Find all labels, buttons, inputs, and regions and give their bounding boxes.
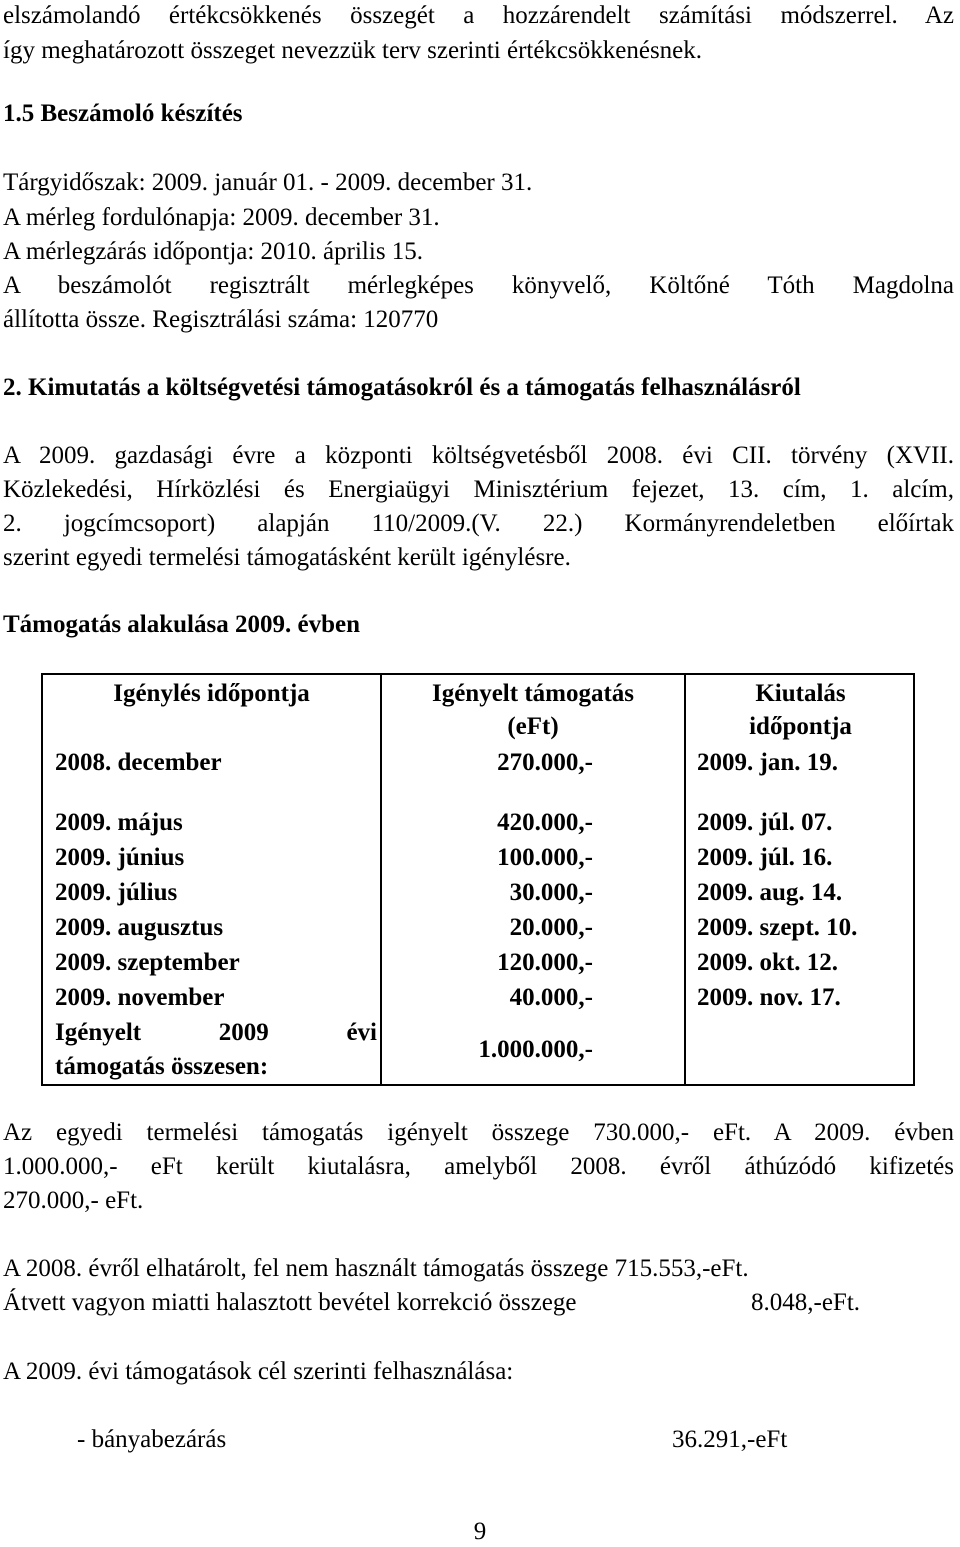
table-cell-paid: 2009. júl. 07.: [697, 809, 833, 836]
table-total-amount: 1.000.000,-: [478, 1036, 593, 1063]
table-cell-amount: 420.000,-: [497, 809, 593, 836]
table-cell-paid: 2009. aug. 14.: [697, 879, 843, 906]
text-line: 270.000,- eFt.: [3, 1187, 144, 1214]
usage-item-label: - bányabezárás: [77, 1426, 227, 1453]
text-line: szerint egyedi termelési támogatásként került igénylésre.: [3, 544, 571, 571]
table-cell-amount: 120.000,-: [497, 949, 593, 976]
table-cell-paid: 2009. júl. 16.: [697, 844, 833, 871]
table-header-cell: Igényelt támogatás: [431, 680, 635, 707]
text-line: A 2009. évi támogatások cél szerinti felhasználása:: [3, 1358, 514, 1385]
text-line: elszámolandó értékcsökkenés összegét a hozzárendelt számítási módszerrel. Az: [3, 2, 954, 29]
table-cell-date: 2008. december: [55, 749, 222, 776]
table-cell-date: 2009. június: [55, 844, 185, 871]
text-line: 2. jogcímcsoport) alapján 110/2009.(V. 22.) Kormányrendeletben előírtak: [3, 510, 954, 537]
page-number: 9: [473, 1518, 487, 1545]
text-line: A 2008. évről elhatárolt, fel nem használt támogatás összege 715.553,-eFt.: [3, 1255, 749, 1282]
table-title: Támogatás alakulása 2009. évben: [3, 611, 360, 638]
usage-item-value: 36.291,-eFt: [672, 1426, 788, 1453]
table-cell-date: 2009. november: [55, 984, 225, 1011]
table-header-cell: Igénylés időpontja: [113, 680, 310, 707]
table-cell-amount: 20.000,-: [509, 914, 593, 941]
text-line: így meghatározott összeget nevezzük terv szerinti értékcsökkenésnek.: [3, 37, 703, 64]
text-line: állította össze. Regisztrálási száma: 120770: [3, 306, 439, 333]
table-cell-paid: 2009. jan. 19.: [697, 749, 838, 776]
text-line: Közlekedési, Hírközlési és Energiaügyi Minisztérium fejezet, 13. cím, 1. alcím,: [3, 476, 954, 503]
text-line: A beszámolót regisztrált mérlegképes könyvelő, Költőné Tóth Magdolna: [3, 272, 954, 299]
table-cell-date: 2009. szeptember: [55, 949, 240, 976]
text-line: A mérlegzárás időpontja: 2010. április 15.: [3, 238, 424, 265]
table-cell-amount: 270.000,-: [497, 749, 593, 776]
table-header-cell: Kiutalás: [755, 680, 846, 707]
table-cell-date: 2009. július: [55, 879, 178, 906]
table-total-word: Igényelt: [55, 1019, 142, 1046]
table-cell-date: 2009. május: [55, 809, 183, 836]
table-cell-paid: 2009. nov. 17.: [697, 984, 841, 1011]
text-line: A mérleg fordulónapja: 2009. december 31.: [3, 204, 440, 231]
table-total-word: évi: [346, 1019, 377, 1046]
table-cell-date: 2009. augusztus: [55, 914, 224, 941]
table-header-cell: időpontja: [749, 713, 852, 740]
table-cell-amount: 30.000,-: [509, 879, 593, 906]
table-total-label: támogatás összesen:: [55, 1053, 269, 1080]
table-cell-amount: 100.000,-: [497, 844, 593, 871]
text-value: 8.048,-eFt.: [751, 1289, 861, 1316]
text-line: 1.000.000,- eFt került kiutalásra, amelyből 2008. évről áthúzódó kifizetés: [3, 1153, 954, 1180]
table-cell-paid: 2009. okt. 12.: [697, 949, 838, 976]
text-line: Átvett vagyon miatti halasztott bevétel korrekció összege: [3, 1289, 577, 1316]
table-header-cell: (eFt): [507, 713, 559, 740]
text-line: Az egyedi termelési támogatás igényelt összege 730.000,- eFt. A 2009. évben: [3, 1119, 954, 1146]
text-line: Tárgyidőszak: 2009. január 01. - 2009. december 31.: [3, 169, 533, 196]
table-total-word: 2009: [218, 1019, 269, 1046]
support-table: [41, 673, 915, 1086]
table-total-label: [55, 1018, 377, 1048]
section-heading: 1.5 Beszámoló készítés: [3, 100, 243, 127]
table-cell-paid: 2009. szept. 10.: [697, 914, 858, 941]
section-heading: 2. Kimutatás a költségvetési támogatásokról és a támogatás felhasználásról: [3, 374, 801, 401]
text-line: A 2009. gazdasági évre a központi költségvetésből 2008. évi CII. törvény (XVII.: [3, 442, 954, 469]
table-cell-amount: 40.000,-: [509, 984, 593, 1011]
